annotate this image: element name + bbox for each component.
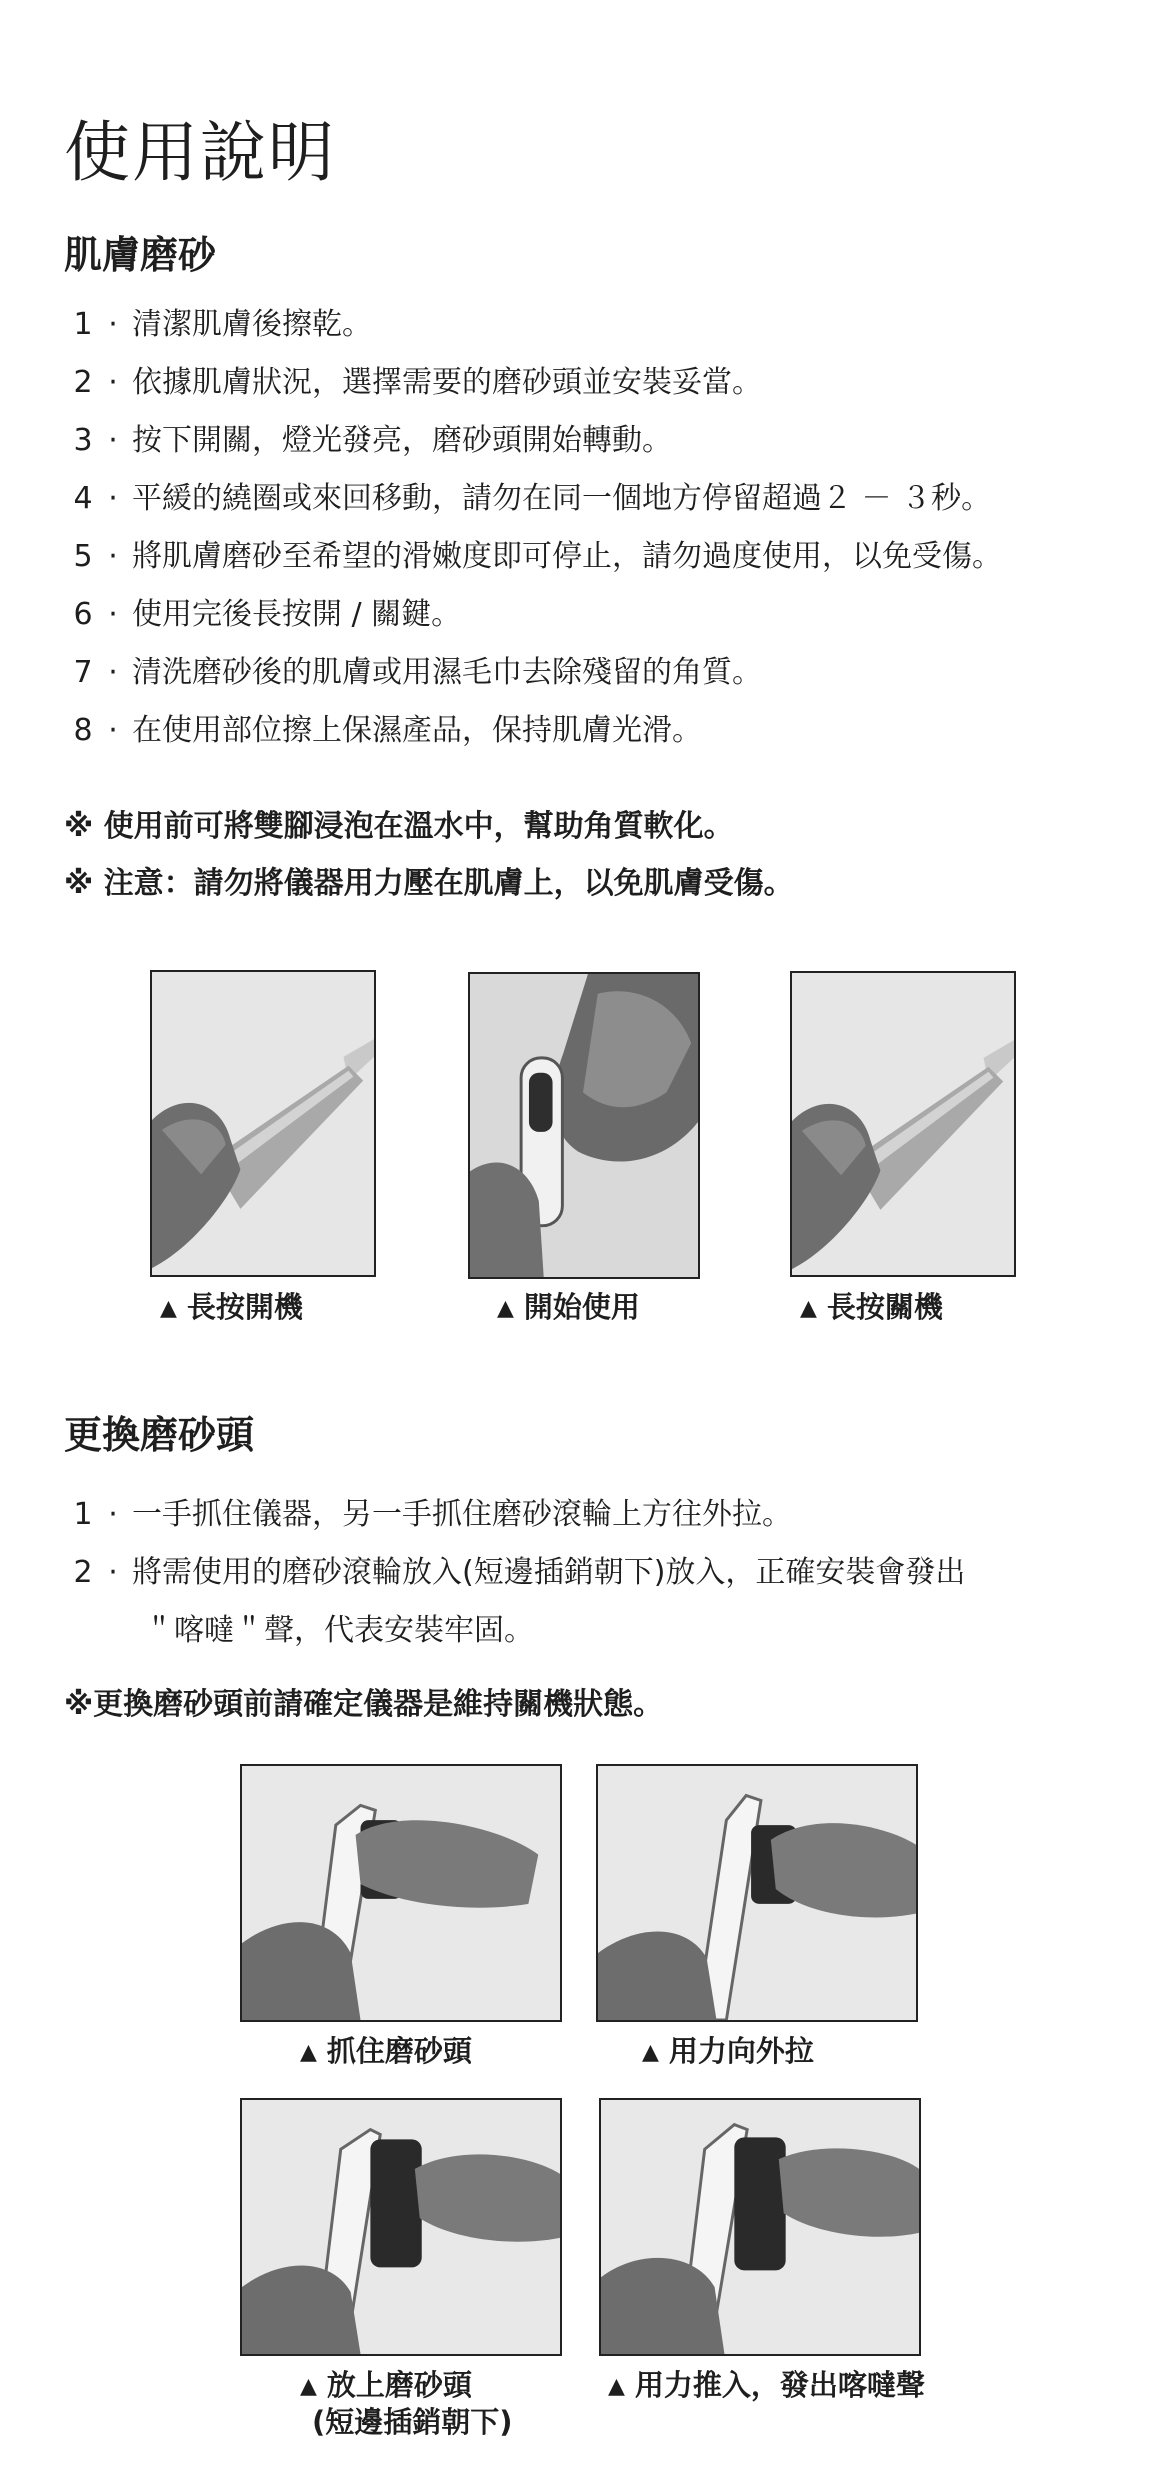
skin-scrub-steps	[72, 296, 1132, 760]
list-item: 7 · 清洗磨砂後的肌膚或用濕毛巾去除殘留的角質。	[73, 655, 762, 690]
triangle-icon: ▲	[800, 1296, 817, 1321]
list-item-continuation: ＂喀噠＂聲，代表安裝牢固。	[144, 1613, 534, 1648]
list-item: 8 · 在使用部位擦上保濕產品，保持肌膚光滑。	[73, 713, 702, 748]
list-item: 5 · 將肌膚磨砂至希望的滑嫩度即可停止，請勿過度使用，以免受傷。	[73, 539, 1002, 574]
caution-note: ※ 注意：請勿將儀器用力壓在肌膚上，以免肌膚受傷。	[64, 866, 794, 901]
list-item: 1 · 一手抓住儀器，另一手抓住磨砂滾輪上方往外拉。	[73, 1497, 792, 1532]
triangle-icon: ▲	[160, 1296, 177, 1321]
photo-start-using	[468, 972, 700, 1279]
page-title: 使用說明	[64, 114, 336, 191]
list-item: 2 · 將需使用的磨砂滾輪放入(短邊插銷朝下)放入，正確安裝會發出	[73, 1555, 966, 1590]
section-heading-replace-head: 更換磨砂頭	[64, 1413, 255, 1457]
caption-power-on: ▲ 長按開機	[160, 1290, 303, 1324]
caption-push-in: ▲ 用力推入，發出喀噠聲	[608, 2368, 925, 2402]
caption-pull-out: ▲ 用力向外拉	[642, 2034, 814, 2068]
photo-power-off	[790, 971, 1016, 1277]
list-item: 3 · 按下開關，燈光發亮，磨砂頭開始轉動。	[73, 423, 672, 458]
list-item: 1 · 清潔肌膚後擦乾。	[73, 307, 372, 342]
caption-place-head-sub: (短邊插銷朝下)	[312, 2405, 513, 2439]
photo-place-head	[240, 2098, 562, 2356]
triangle-icon: ▲	[608, 2374, 625, 2399]
soak-feet-note: ※ 使用前可將雙腳浸泡在溫水中，幫助角質軟化。	[64, 809, 734, 844]
triangle-icon: ▲	[642, 2040, 659, 2065]
caption-place-head: ▲ 放上磨砂頭	[300, 2368, 472, 2402]
list-item: 4 · 平緩的繞圈或來回移動，請勿在同一個地方停留超過２ － ３秒。	[73, 481, 992, 516]
photo-push-in	[599, 2098, 921, 2356]
caption-power-off: ▲ 長按關機	[800, 1290, 943, 1324]
caption-start-using: ▲ 開始使用	[497, 1290, 640, 1324]
triangle-icon: ▲	[300, 2374, 317, 2399]
triangle-icon: ▲	[497, 1296, 514, 1321]
section-heading-skin-scrub: 肌膚磨砂	[64, 233, 217, 277]
triangle-icon: ▲	[300, 2040, 317, 2065]
photo-grip-head	[240, 1764, 562, 2022]
photo-power-on	[150, 970, 376, 1277]
list-item: 2 · 依據肌膚狀況，選擇需要的磨砂頭並安裝妥當。	[73, 365, 762, 400]
caption-grip-head: ▲ 抓住磨砂頭	[300, 2034, 472, 2068]
list-item: 6 · 使用完後長按開 / 關鍵。	[73, 597, 462, 632]
photo-pull-out	[596, 1764, 918, 2022]
replace-head-steps	[72, 1486, 1132, 1660]
power-off-note: ※更換磨砂頭前請確定儀器是維持關機狀態。	[64, 1687, 664, 1722]
